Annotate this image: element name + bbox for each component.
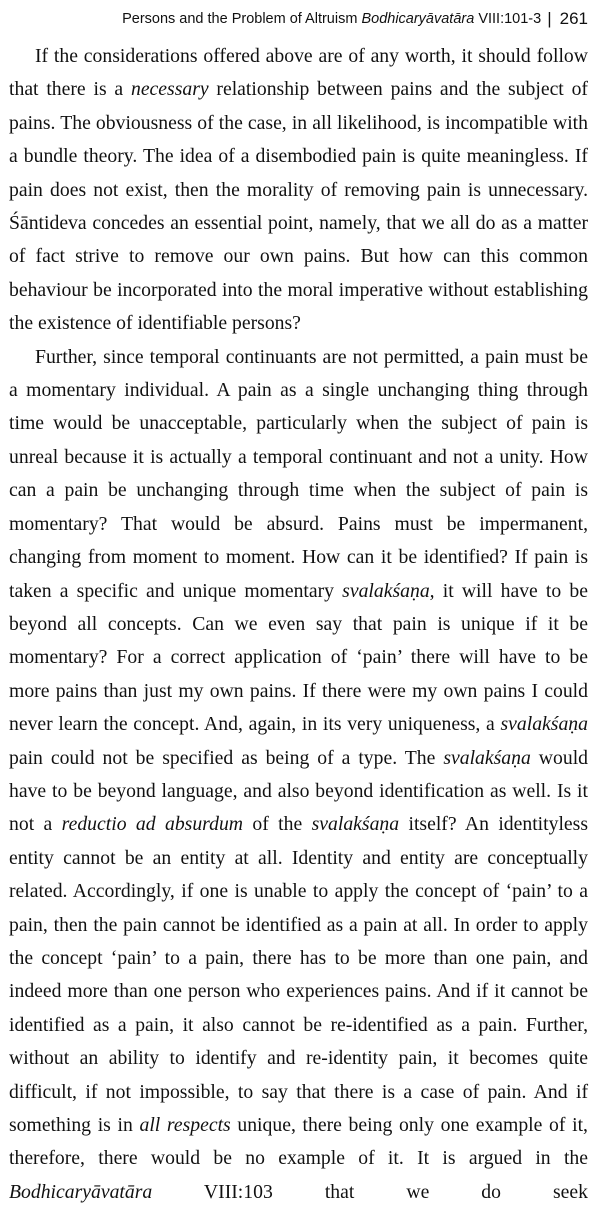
italic-text: all respects xyxy=(139,1114,231,1136)
header-separator: | xyxy=(547,9,552,28)
text-run: it will have to be beyond all concepts. Can we even say that pain is unique if it be momentary? For a correct application of ‘pain’ there will have to be more pains than just my own pains. If there were my own pains I could never learn the concept. And, again, in its very uniqueness, a xyxy=(9,579,588,736)
running-head-title: Persons and the Problem of Altruism xyxy=(122,11,358,27)
text-run: VIII:103 that we do seek xyxy=(152,1180,588,1203)
running-head-reference: VIII:101-3 xyxy=(478,11,542,27)
text-run: Further, since temporal continuants are not permitted, a pain must be a momentary individual. A pain as a single unchanging thing through time would be unacceptable, particularly when the subject of pain is unreal because it is actually a temporal continuant and not a unity. How can a pain be unchanging through time when the subject of pain is momentary? That would be absurd. Pains must be impermanent, changing from moment to moment. How can it be identified? If pain is taken a specific and unique momentary xyxy=(9,345,588,602)
italic-text: Bodhicaryāvatāra xyxy=(9,1180,153,1203)
italic-text: svalakśaṇa xyxy=(311,813,400,836)
running-head-work: Bodhicaryāvatāra xyxy=(361,11,475,27)
text-run: If the considerations offered above are of any worth, it should follow that there is a xyxy=(9,45,588,101)
italic-text: necessary xyxy=(130,78,209,101)
text-run: relationship between pains and the subject of pains. The obviousness of the case, in all likelihood, is incompatible with a bundle theory. The idea of a disembodied pain is quite meaningless. If pain does not exist, then the morality of removing pain is unnecessary. Śāntideva concedes an essential point, namely, that we all do as a matter of fact strive to remove our own pains. But how can this common behaviour be incorporated into the moral imperative without establishing the existence of identifiable persons? xyxy=(9,78,588,335)
running-head xyxy=(122,11,541,27)
body-text xyxy=(9,40,588,1209)
text-run: itself? An identityless entity cannot be an entity at all. Identity and entity are conceptually related. Accordingly, if one is unable to apply the concept of ‘pain’ to a pain, then the pain cannot be identified as a pain at all. In order to apply the concept ‘pain’ to a pain, there has to be more than one pain, and indeed more than one person who experiences pains. And if it cannot be identified as a pain, it also cannot be re-identified as a pain. Further, without an ability to identify and re-identity pain, it becomes quite difficult, if not impossible, to say that there is a case of pain. And if something is in xyxy=(9,813,588,1136)
italic-text: svalakśaṇa, xyxy=(342,579,435,602)
paragraph xyxy=(9,40,588,341)
text-run: unique, there being only one example of it, therefore, there would be no example of it. It is argued in the xyxy=(9,1114,588,1170)
text-run: of the xyxy=(243,813,312,836)
paragraph xyxy=(9,341,588,1209)
page-number: 261 xyxy=(559,9,588,28)
text-run: pain could not be specified as being of a type. The xyxy=(9,746,444,769)
running-header xyxy=(9,0,588,36)
italic-text: reductio ad absurdum xyxy=(61,813,244,836)
italic-text: svalakśaṇa xyxy=(443,746,531,769)
text-run: would have to be beyond language, and also beyond identification as well. Is it not a xyxy=(9,746,589,836)
italic-text: svalakśaṇa xyxy=(500,713,588,736)
